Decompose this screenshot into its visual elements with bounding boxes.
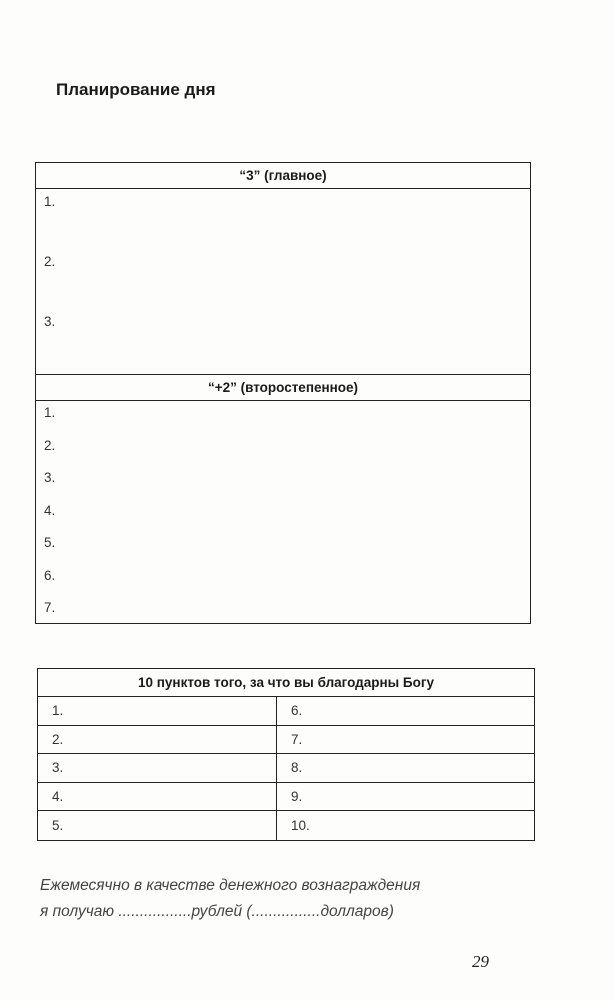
gratitude-cell: 2. <box>38 726 277 754</box>
secondary-task-item: 4. <box>44 502 56 518</box>
table-row <box>38 811 534 840</box>
main-tasks-title: “3” (главное) <box>36 163 530 189</box>
table-row <box>38 726 534 755</box>
monthly-income-note <box>40 873 420 925</box>
gratitude-cell: 7. <box>291 731 303 747</box>
secondary-task-item: 3. <box>44 470 56 485</box>
page-heading: Планирование дня <box>56 80 216 99</box>
main-task-item: 1. <box>44 194 56 209</box>
page-number: 29 <box>472 952 489 971</box>
gratitude-cell: 5. <box>38 811 277 840</box>
gratitude-cell: 9. <box>291 789 303 805</box>
secondary-tasks-list <box>44 405 55 633</box>
secondary-tasks-section <box>36 375 530 615</box>
secondary-task-item: 6. <box>44 567 56 583</box>
gratitude-table <box>37 668 535 841</box>
note-line: Ежемесячно в качестве денежного вознаграждения <box>40 877 421 894</box>
secondary-task-item: 1. <box>44 405 56 420</box>
gratitude-title: 10 пунктов того, за что вы благодарны Богу <box>38 669 534 697</box>
gratitude-cell: 4. <box>38 783 277 811</box>
gratitude-cell: 3. <box>38 754 277 782</box>
table-row <box>38 754 534 783</box>
main-tasks-section <box>36 163 530 375</box>
note-line: я получаю .................рублей (................долларов) <box>40 903 394 920</box>
gratitude-cell: 8. <box>291 760 303 776</box>
gratitude-cell: 1. <box>38 697 277 725</box>
gratitude-cell: 10. <box>291 818 310 834</box>
secondary-task-item: 5. <box>44 535 56 550</box>
main-tasks-list <box>44 194 55 374</box>
gratitude-cell: 6. <box>291 703 303 719</box>
secondary-tasks-title: “+2” (второстепенное) <box>36 375 530 401</box>
secondary-task-item: 2. <box>44 437 56 453</box>
table-row <box>38 783 534 812</box>
main-task-item: 2. <box>44 254 56 269</box>
secondary-task-item: 7. <box>44 600 56 615</box>
table-row <box>38 697 534 726</box>
main-task-item: 3. <box>44 314 56 329</box>
day-plan-table <box>35 162 531 624</box>
